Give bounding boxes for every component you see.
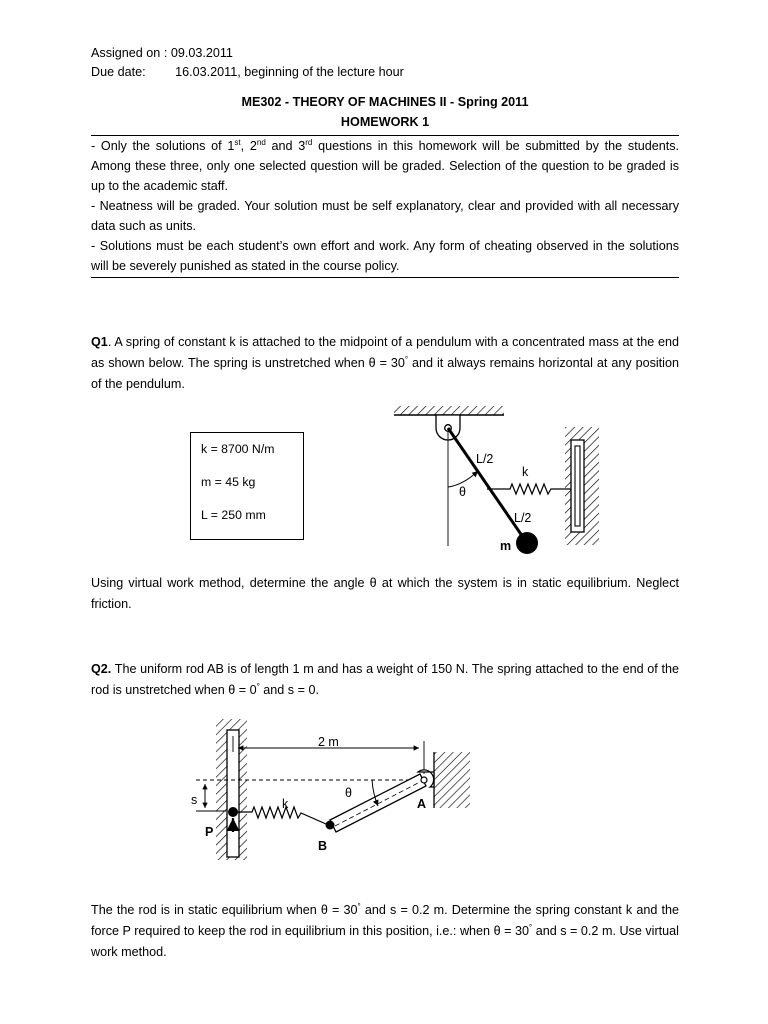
- q1-question: Using virtual work method, determine the angle θ at which the system is in static equilibrium. Neglect friction.: [91, 576, 679, 611]
- due-label: Due date:: [91, 65, 146, 79]
- right-block: [434, 752, 470, 808]
- label-mass: m: [500, 539, 512, 553]
- course-title: ME302 - THEORY OF MACHINES II - Spring 2011: [241, 95, 529, 109]
- q2-statement: Q2. The uniform rod AB is of length 1 m and has a weight of 150 N. The spring attached to the end of the rod is unstretched when θ = 0° and s = 0.: [91, 662, 679, 697]
- label-l2-top: L/2: [476, 452, 494, 466]
- due-date: 16.03.2011, beginning of the lecture hour: [175, 65, 404, 79]
- given-m: m = 45 kg: [201, 475, 256, 489]
- q2-question: The the rod is in static equilibrium when θ = 30° and s = 0.2 m. Determine the spring constant k and the force P required to keep the rod in equilibrium in this position, i.e.: when θ = 30° and s = 0.2 m. Use virtual work method.: [91, 902, 679, 959]
- label-s: s: [191, 793, 198, 807]
- homework-title: HOMEWORK 1: [340, 115, 430, 129]
- slider-pin: [228, 807, 238, 817]
- label-theta: θ: [459, 485, 466, 499]
- note-1: - Only the solutions of 1st, 2nd and 3rd questions in this homework will be submitted by the students. Among these three, only one selected question will be graded. Selection of the question to be graded is up to the academic staff.: [91, 138, 680, 193]
- q1-label: Q1: [91, 335, 108, 349]
- given-L: L = 250 mm: [201, 508, 266, 522]
- q2-label: Q2.: [91, 662, 112, 676]
- assigned-date: 09.03.2011: [170, 46, 233, 60]
- note-3: - Solutions must be each student’s own effort and work. Any form of cheating observed in the solutions will be severely punished as stated in the course policy.: [91, 239, 679, 273]
- assigned-label: Assigned on :: [91, 46, 168, 60]
- given-k: k = 8700 N/m: [201, 442, 275, 456]
- label-p: P: [205, 825, 214, 839]
- q1-statement: Q1. A spring of constant k is attached to the midpoint of a pendulum with a concentrated mass at the end as shown below. The spring is unstretched when θ = 30° and it always remains horizontal at any position of the pendulum.: [91, 335, 679, 391]
- label-q2-theta: θ: [345, 786, 352, 800]
- label-l2-bottom: L/2: [514, 511, 532, 525]
- label-b: B: [318, 839, 328, 853]
- label-2m: 2 m: [318, 735, 339, 749]
- q2-spring: [234, 807, 326, 824]
- label-a: A: [417, 797, 427, 811]
- label-spring-k: k: [522, 465, 529, 479]
- pin-b-icon: [326, 821, 335, 830]
- note-2: - Neatness will be graded. Your solution must be self explanatory, clear and provided with all necessary data such as units.: [91, 199, 679, 233]
- label-q2-k: k: [282, 797, 289, 811]
- pin-a-icon: [421, 777, 427, 783]
- rod-ab: [330, 774, 426, 832]
